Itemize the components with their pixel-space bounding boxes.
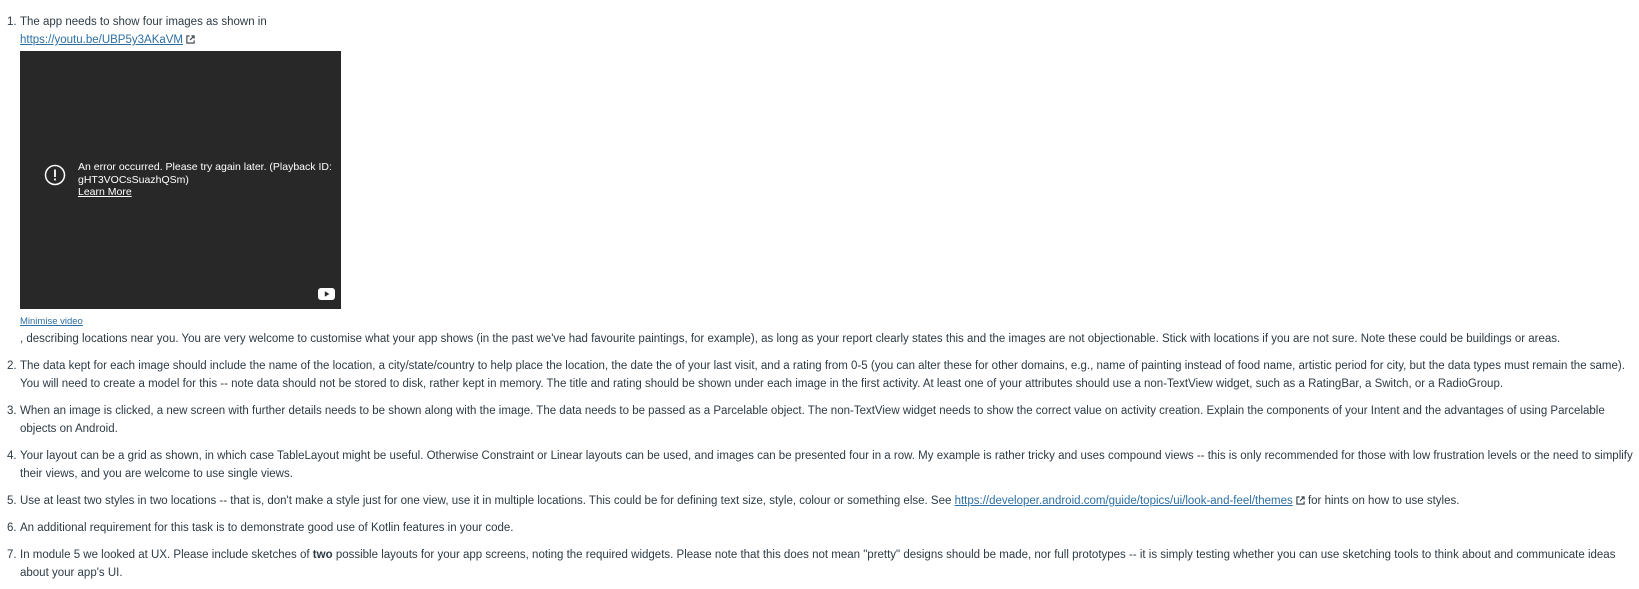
item-text-before-link: Use at least two styles in two locations -- that is, don't make a style just for one view, use it in multiple locations. This could be for defining text size, style, colour or something else. See: [20, 495, 952, 507]
embedded-video-player[interactable]: [20, 51, 341, 309]
item-text: Your layout can be a grid as shown, in which case TableLayout might be useful. Otherwise Constraint or Linear layouts can be used, and images can be presented four in a row. My example is rather tricky and uses compound views -- this is only recommended for those with low frustration levels or the need to simplify their views, and you are welcome to use single views.: [20, 450, 1633, 480]
youtube-link[interactable]: https://youtu.be/UBP5y3AKaVM: [20, 34, 184, 46]
android-themes-link[interactable]: https://developer.android.com/guide/topics/ui/look-and-feel/themes: [954, 495, 1293, 507]
list-number: 6.: [7, 522, 17, 534]
emphasis-two: two: [312, 549, 333, 561]
item-text: An additional requirement for this task is to demonstrate good use of Kotlin features in your code.: [20, 522, 514, 534]
item-text-before-link: The app needs to show four images as shown in: [20, 16, 267, 28]
youtube-logo-icon[interactable]: [318, 288, 335, 300]
list-item: [0, 357, 1639, 393]
item-text: The data kept for each image should include the name of the location, a city/state/country to help place the location, the date the of your last visit, and a rating from 0-5 (you can alter these for other domains, e.g., name of painting instead of food name, artistic period for city, but the data types must remain the same). You will need to create a model for this -- note data should not be stored to disk, rather kept in memory. The title and rating should be shown under each image in the first activity. At least one of your attributes should use a non-TextView widget, such as a RatingBar, a Switch, or a RadioGroup.: [20, 360, 1625, 390]
list-item: [0, 13, 1639, 348]
video-error-text: An error occurred. Please try again later. (Playback ID: gHT3VOCsSuazhQSm): [78, 161, 332, 186]
list-number: 2.: [7, 360, 17, 372]
list-item: [0, 447, 1639, 483]
list-item: [0, 519, 1639, 537]
item-text-before-bold: In module 5 we looked at UX. Please include sketches of: [20, 549, 310, 561]
learn-more-link[interactable]: Learn More: [78, 186, 132, 198]
error-circle-icon: [44, 164, 66, 186]
list-number: 3.: [7, 405, 17, 417]
list-number: 5.: [7, 495, 17, 507]
list-number: 1.: [7, 16, 17, 28]
list-number: 7.: [7, 549, 17, 561]
minimise-video-link[interactable]: Minimise video: [20, 316, 83, 327]
video-error-message: [44, 161, 334, 199]
item-text-after-bold: possible layouts for your app screens, noting the required widgets. Please note that this does not mean "pretty" designs should be made, nor full prototypes -- it is simply testing whether you can use sketching tools to think about and communicate ideas about your app's UI.: [20, 549, 1616, 579]
list-item: [0, 402, 1639, 438]
list-item: [0, 492, 1639, 510]
list-number: 4.: [7, 450, 17, 462]
external-link-icon: [1296, 496, 1305, 505]
item-text: When an image is clicked, a new screen with further details needs to be shown along with the image. The data needs to be passed as a Parcelable object. The non-TextView widget needs to show the correct value on activity creation. Explain the components of your Intent and the advantages of using Parcelable objects on Android.: [20, 405, 1605, 435]
list-item: [0, 546, 1639, 582]
external-link-icon: [186, 35, 195, 44]
item-text-after-link: for hints on how to use styles.: [1307, 495, 1460, 507]
item-text-after-video: , describing locations near you. You are very welcome to customise what your app shows (in the past we've had favourite paintings, for example), as long as your report clearly states this and the images are not objectionable. Stick with locations if you are not sure. Note these could be buildings or areas.: [20, 333, 1561, 345]
